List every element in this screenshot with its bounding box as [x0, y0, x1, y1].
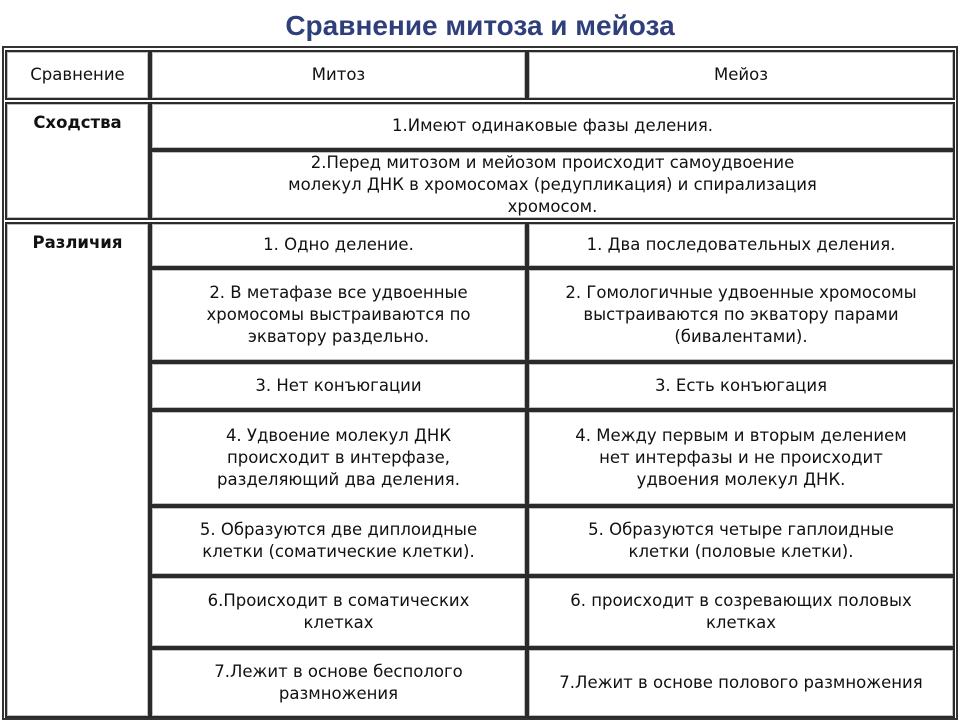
header-comparison: Сравнение	[5, 50, 150, 100]
similarity-item-1: 1.Имеют одинаковые фазы деления.	[150, 102, 955, 150]
header-mitosis: Митоз	[150, 50, 527, 100]
difference-meiosis-6: 6. происходит в созревающих половых клетках	[527, 576, 955, 648]
difference-mitosis-1: 1. Одно деление.	[150, 222, 527, 268]
difference-meiosis-7: 7.Лежит в основе полового размножения	[527, 648, 955, 718]
difference-meiosis-2: 2. Гомологичные удвоенные хромосомы выстраиваются по экватору парами (бивалентами).	[527, 268, 955, 362]
difference-mitosis-5: 5. Образуются две диплоидные клетки (соматические клетки).	[150, 506, 527, 576]
difference-mitosis-2: 2. В метафазе все удвоенные хромосомы выстраиваются по экватору раздельно.	[150, 268, 527, 362]
difference-mitosis-6: 6.Происходит в соматических клетках	[150, 576, 527, 648]
difference-meiosis-1: 1. Два последовательных деления.	[527, 222, 955, 268]
similarities-label: Сходства	[5, 102, 150, 220]
page-title: Сравнение митоза и мейоза	[285, 10, 675, 41]
difference-mitosis-7: 7.Лежит в основе бесполого размножения	[150, 648, 527, 718]
difference-mitosis-4: 4. Удвоение молекул ДНК происходит в интерфазе, разделяющий два деления.	[150, 410, 527, 506]
difference-meiosis-3: 3. Есть конъюгация	[527, 362, 955, 410]
difference-mitosis-3: 3. Нет конъюгации	[150, 362, 527, 410]
differences-label: Различия	[5, 222, 150, 718]
header-meiosis: Мейоз	[527, 50, 955, 100]
difference-meiosis-4: 4. Между первым и вторым делением нет интерфазы и не происходит удвоения молекул ДНК.	[527, 410, 955, 506]
similarity-item-2: 2.Перед митозом и мейозом происходит самоудвоение молекул ДНК в хромосомах (редупликация) и спирализация хромосом.	[150, 150, 955, 220]
difference-meiosis-5: 5. Образуются четыре гаплоидные клетки (половые клетки).	[527, 506, 955, 576]
